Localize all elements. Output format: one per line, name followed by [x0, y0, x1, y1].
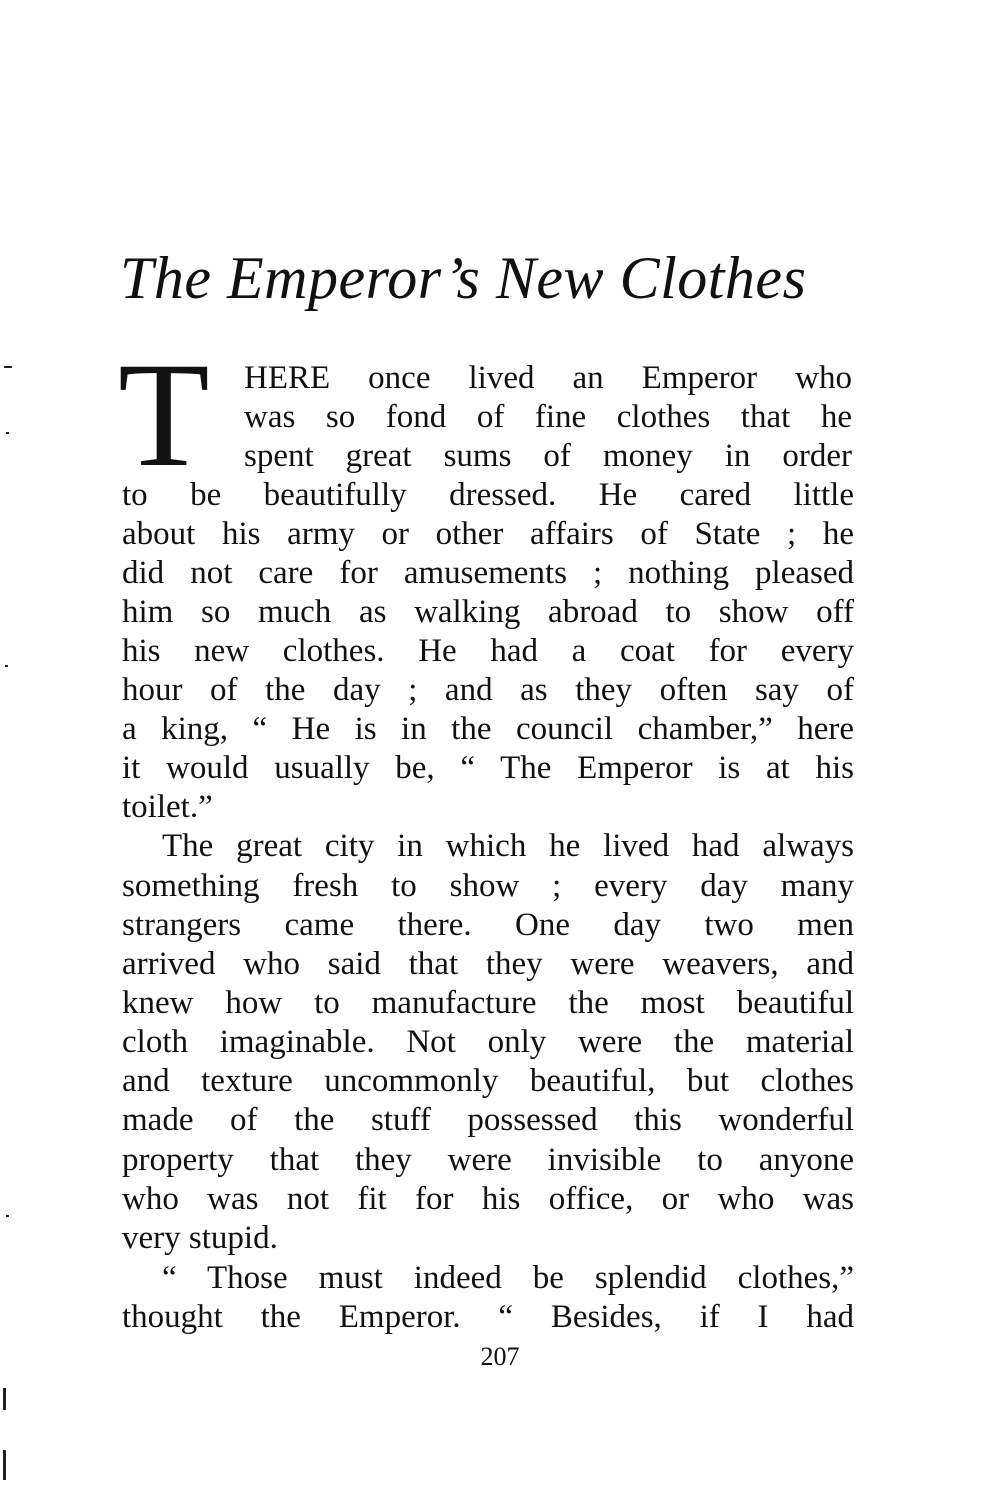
scan-mark — [5, 665, 8, 667]
drop-cap: T — [118, 332, 210, 498]
text-line: very stupid. — [122, 1220, 278, 1256]
text-line: HERE once lived an Emperor who — [244, 360, 852, 396]
text-line: knew how to manufacture the most beautiful — [122, 985, 854, 1021]
text-line: and texture uncommonly beautiful, but clothes — [122, 1063, 854, 1099]
text-line: strangers came there. One day two men — [122, 907, 854, 943]
text-line: made of the stuff possessed this wonderful — [122, 1102, 854, 1138]
text-line: a king, “ He is in the council chamber,” here — [122, 711, 854, 747]
text-line: property that they were invisible to anyone — [122, 1142, 854, 1178]
text-line: thought the Emperor. “ Besides, if I had — [122, 1299, 854, 1335]
scan-mark — [3, 1388, 6, 1410]
text-line: to be beautifully dressed. He cared little — [122, 477, 854, 513]
text-line: him so much as walking abroad to show off — [122, 594, 854, 630]
text-line: spent great sums of money in order — [244, 438, 852, 474]
scan-mark — [6, 432, 9, 434]
text-line: arrived who said that they were weavers, and — [122, 946, 854, 982]
text-line: “ Those must indeed be splendid clothes,” — [162, 1260, 854, 1296]
text-line: did not care for amusements ; nothing pleased — [122, 555, 854, 591]
text-line: toilet.” — [122, 789, 213, 825]
text-line: hour of the day ; and as they often say of — [122, 672, 854, 708]
text-line: it would usually be, “ The Emperor is at his — [122, 750, 854, 786]
scan-mark — [4, 366, 12, 368]
scan-mark — [3, 1450, 6, 1480]
scan-mark — [6, 1215, 9, 1217]
text-line: about his army or other affairs of State ; he — [122, 516, 854, 552]
text-line: cloth imaginable. Not only were the material — [122, 1024, 854, 1060]
page-number: 207 — [480, 1342, 520, 1371]
text-line: his new clothes. He had a coat for every — [122, 633, 854, 669]
text-line: The great city in which he lived had always — [162, 828, 854, 864]
text-line: something fresh to show ; every day many — [122, 868, 854, 904]
chapter-title: The Emperor’s New Clothes — [120, 245, 807, 311]
text-line: who was not fit for his office, or who was — [122, 1181, 854, 1217]
text-line: was so fond of fine clothes that he — [244, 399, 852, 435]
